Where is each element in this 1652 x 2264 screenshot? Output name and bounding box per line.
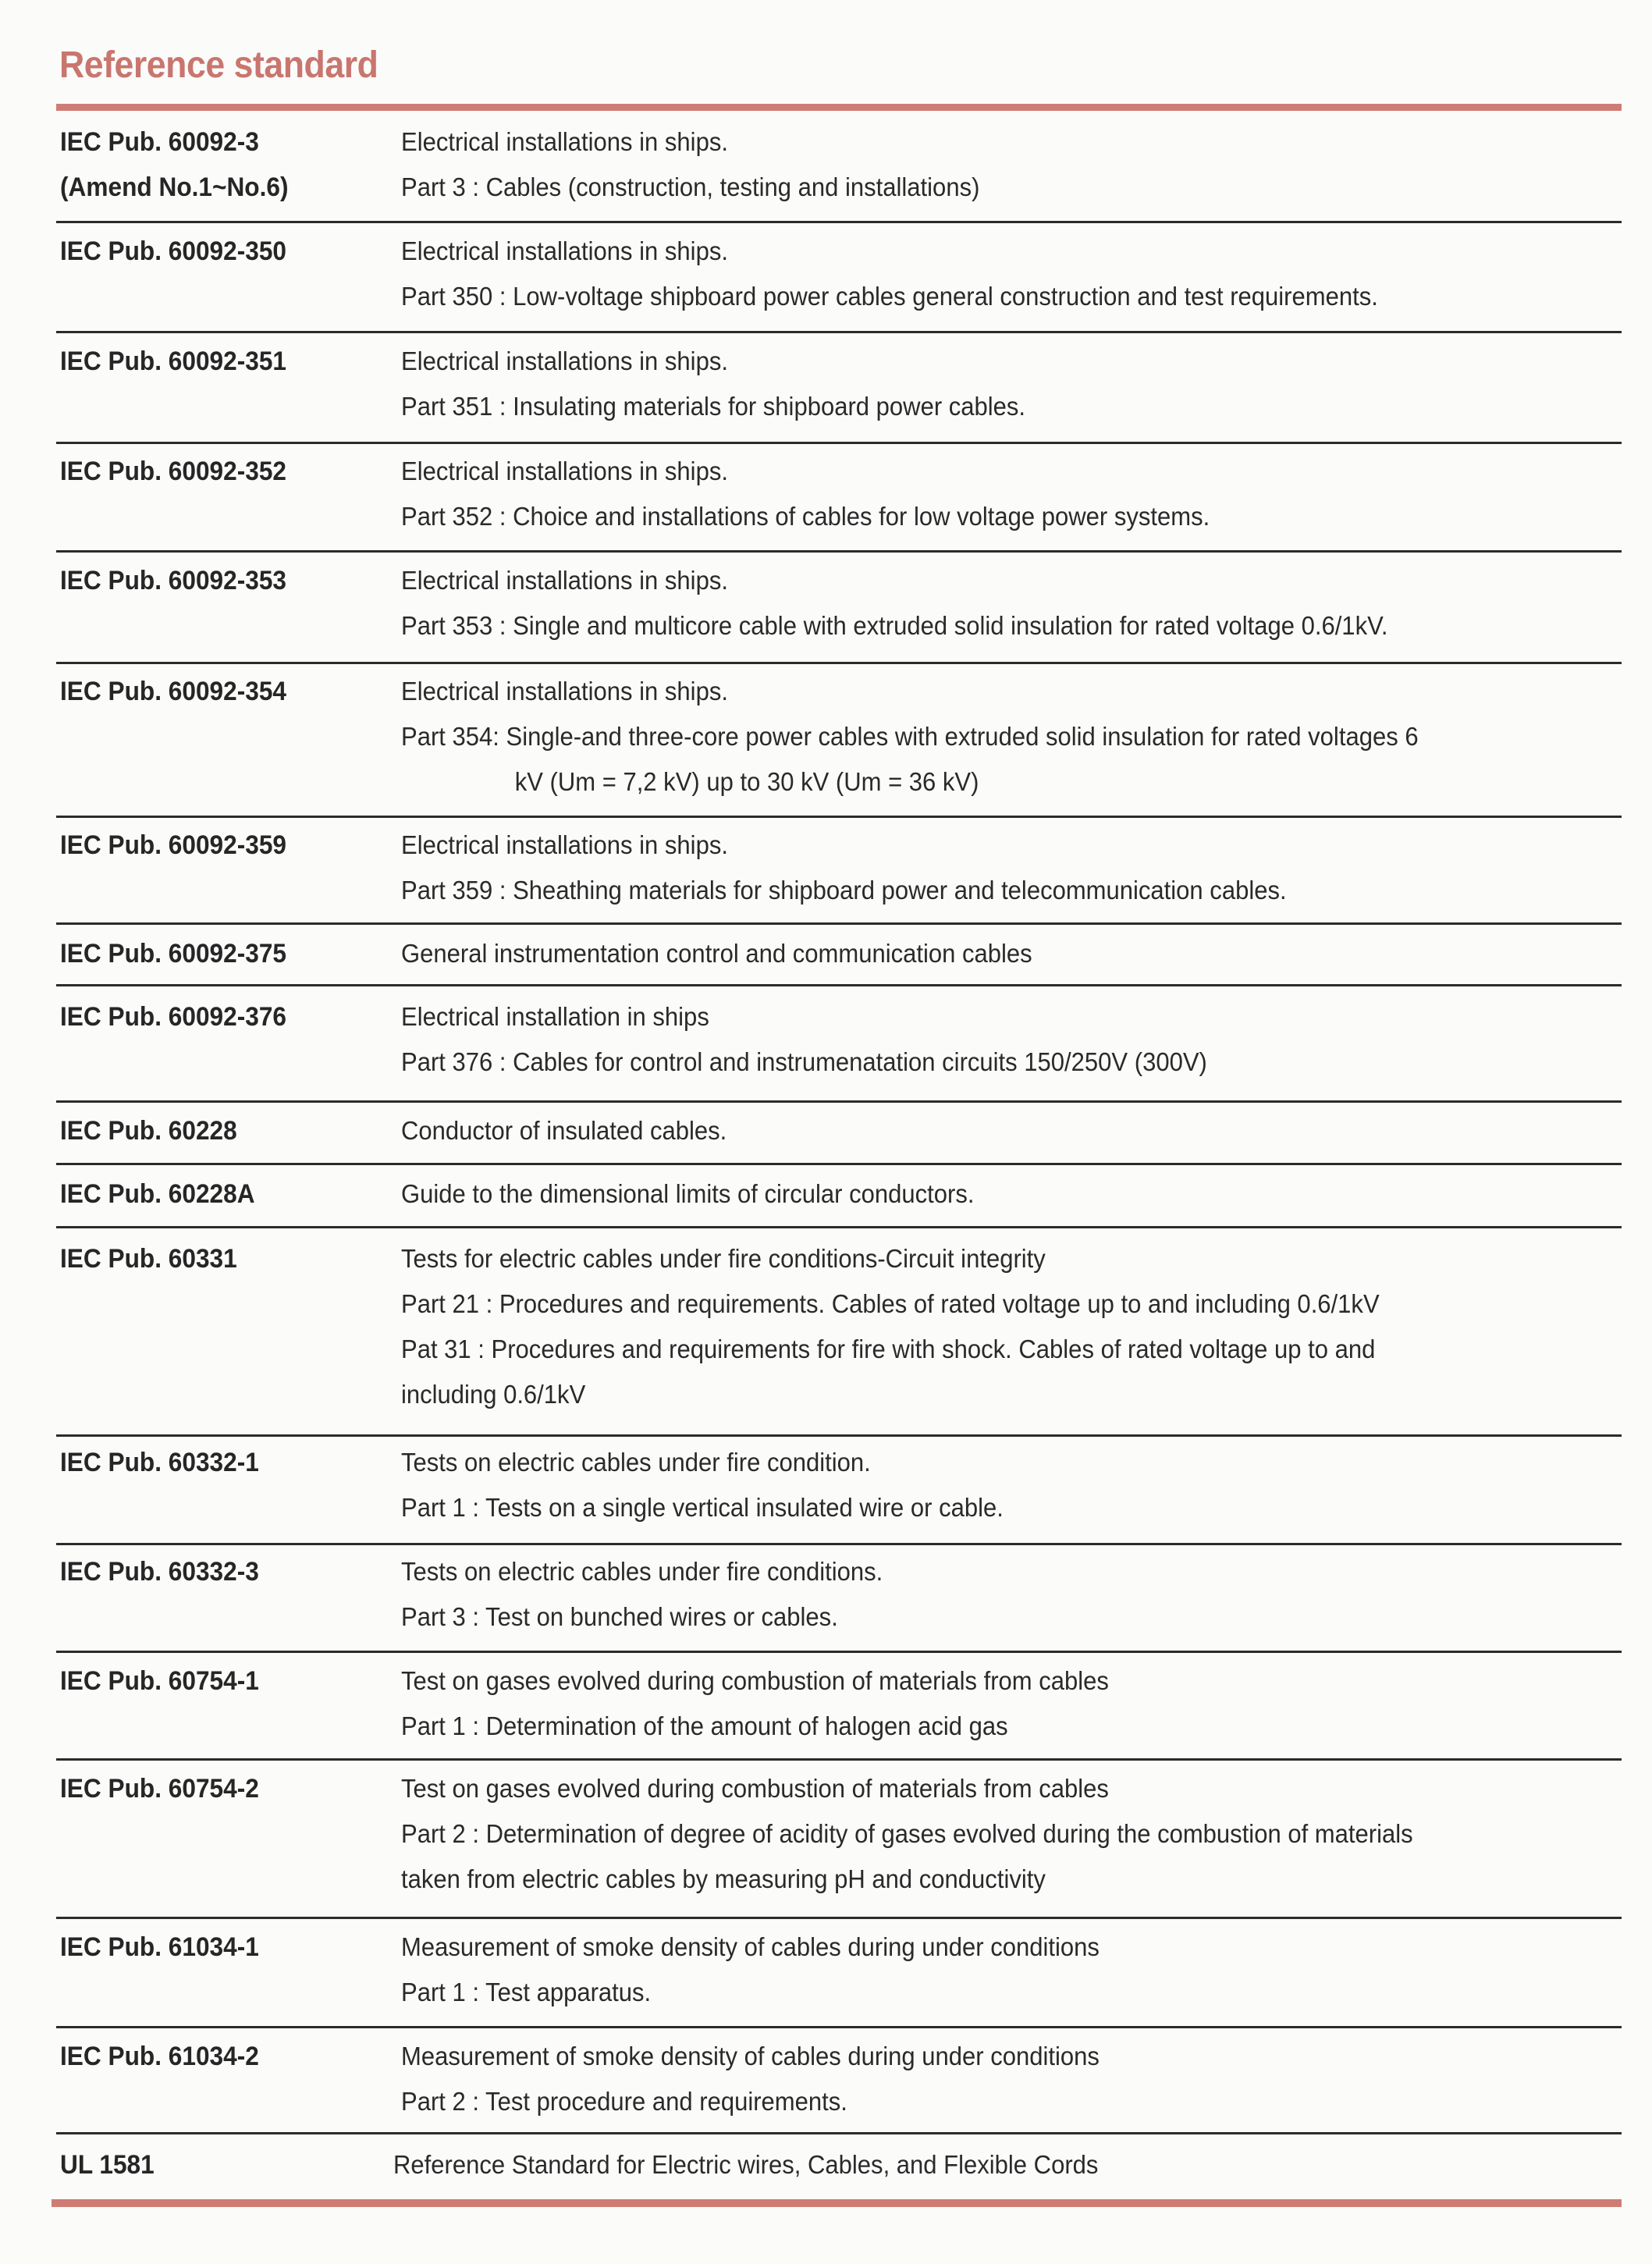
row-divider (56, 442, 1622, 444)
standard-description (401, 931, 1622, 976)
row-divider (56, 1758, 1622, 1761)
standard-code (60, 931, 286, 976)
description-line: Measurement of smoke density of cables during under conditions (401, 2042, 1100, 2070)
standard-code (60, 119, 289, 210)
description-line: Part 351 : Insulating materials for shipboard power cables. (401, 392, 1026, 421)
standard-description (401, 2034, 1622, 2124)
description-line: Part 2 : Test procedure and requirements. (401, 2087, 847, 2116)
standard-code (60, 994, 286, 1040)
description-line: Part 1 : Test apparatus. (401, 1978, 652, 2006)
standard-code (60, 1108, 237, 1153)
row-divider (56, 1100, 1622, 1103)
standard-code-line: (Amend No.1~No.6) (60, 172, 289, 202)
description-line: Electrical installations in ships. (401, 566, 728, 595)
row-divider (56, 2026, 1622, 2028)
row-divider (56, 922, 1622, 925)
description-line: Part 3 : Cables (construction, testing and installations) (401, 172, 980, 201)
standard-code-line: IEC Pub. 60332-1 (60, 1448, 259, 1477)
description-line: Electrical installations in ships. (401, 347, 728, 375)
standard-code-line: IEC Pub. 60228 (60, 1116, 237, 1146)
standard-description (401, 669, 1622, 805)
standard-code (60, 2142, 155, 2188)
standard-code-line: IEC Pub. 61034-2 (60, 2042, 259, 2071)
standard-description (401, 1440, 1622, 1530)
description-line: Part 3 : Test on bunched wires or cables. (401, 1602, 838, 1631)
footer-accent-rule (52, 2199, 1622, 2207)
standard-code-line: IEC Pub. 60092-351 (60, 347, 287, 376)
description-line: Electrical installations in ships. (401, 127, 728, 156)
standard-code (60, 823, 286, 868)
standard-description (401, 119, 1622, 210)
description-line: Electrical installations in ships. (401, 830, 728, 859)
standard-code-line: IEC Pub. 60092-3 (60, 127, 259, 157)
standard-code-line: IEC Pub. 60754-1 (60, 1666, 259, 1696)
row-divider (56, 2132, 1622, 2134)
row-divider (56, 331, 1622, 333)
standard-code (60, 1440, 259, 1485)
description-line: Part 359 : Sheathing materials for shipboard power and telecommunication cables. (401, 876, 1287, 905)
standard-code (60, 1171, 255, 1217)
row-divider (56, 1434, 1622, 1437)
standard-description (401, 1108, 1622, 1153)
standard-description (401, 1236, 1622, 1417)
standard-code (60, 1766, 259, 1811)
description-line: Electrical installations in ships. (401, 457, 728, 485)
description-line: Conductor of insulated cables. (401, 1116, 727, 1145)
standard-code-line: IEC Pub. 60092-375 (60, 939, 287, 969)
standard-code (60, 558, 286, 603)
description-line: Reference Standard for Electric wires, Cables, and Flexible Cords (393, 2150, 1099, 2179)
row-divider (56, 1163, 1622, 1165)
title-accent-rule (56, 104, 1622, 111)
standard-description (401, 558, 1622, 649)
row-divider (56, 1543, 1622, 1545)
row-divider (56, 1917, 1622, 1919)
standard-code-line: IEC Pub. 60754-2 (60, 1774, 259, 1804)
standard-code-line: IEC Pub. 60332-3 (60, 1557, 259, 1587)
description-line: Electrical installations in ships. (401, 677, 728, 706)
description-line: Part 354: Single-and three-core power cables with extruded solid insulation for rated voltages 6 (401, 722, 1419, 751)
description-line: Part 352 : Choice and installations of cables for low voltage power systems. (401, 502, 1210, 531)
description-line: Electrical installation in ships (401, 1002, 709, 1031)
row-divider (56, 984, 1622, 986)
standard-code (60, 2034, 259, 2079)
standard-code (60, 1925, 259, 1970)
description-line: Tests for electric cables under fire conditions-Circuit integrity (401, 1244, 1046, 1273)
standard-description (401, 339, 1622, 429)
description-line: Part 1 : Tests on a single vertical insulated wire or cable. (401, 1493, 1004, 1522)
row-divider (56, 662, 1622, 664)
description-line: Tests on electric cables under fire conditions. (401, 1557, 883, 1586)
description-line: Part 21 : Procedures and requirements. Cables of rated voltage up to and including 0.6/1kV (401, 1289, 1380, 1318)
standard-description (401, 449, 1622, 539)
description-line: Guide to the dimensional limits of circular conductors. (401, 1179, 975, 1208)
standard-code (60, 339, 286, 384)
standard-code (60, 229, 286, 274)
standard-code-line: IEC Pub. 60092-353 (60, 566, 287, 595)
standard-code-line: IEC Pub. 60092-350 (60, 236, 287, 266)
page-title: Reference standard (59, 44, 378, 86)
standard-code (60, 1658, 259, 1704)
description-line: General instrumentation control and communication cables (401, 939, 1032, 968)
standard-code-line: IEC Pub. 60092-359 (60, 830, 287, 860)
standard-code (60, 1549, 259, 1594)
description-line: Part 376 : Cables for control and instrumenatation circuits 150/250V (300V) (401, 1047, 1207, 1076)
description-line: kV (Um = 7,2 kV) up to 30 kV (Um = 36 kV) (514, 767, 979, 796)
description-line: taken from electric cables by measuring pH and conductivity (401, 1864, 1046, 1893)
description-line: Test on gases evolved during combustion of materials from cables (401, 1774, 1109, 1803)
description-line: Part 2 : Determination of degree of acidity of gases evolved during the combustion of materials (401, 1819, 1413, 1848)
standard-code-line: IEC Pub. 60092-376 (60, 1002, 287, 1032)
description-line: Pat 31 : Procedures and requirements for fire with shock. Cables of rated voltage up to and (401, 1335, 1376, 1363)
description-line: Measurement of smoke density of cables during under conditions (401, 1932, 1100, 1961)
standard-description (401, 1171, 1622, 1217)
row-divider (56, 816, 1622, 818)
standard-description (401, 1925, 1622, 2015)
row-divider (56, 550, 1622, 553)
description-line: Electrical installations in ships. (401, 236, 728, 265)
standard-code-line: IEC Pub. 60092-352 (60, 457, 287, 486)
standard-description (401, 1766, 1622, 1902)
standard-code-line: IEC Pub. 60331 (60, 1244, 237, 1274)
standard-description (401, 1658, 1622, 1749)
row-divider (56, 1651, 1622, 1653)
standard-code-line: UL 1581 (60, 2150, 155, 2180)
standard-description (401, 1549, 1622, 1640)
description-line: Part 350 : Low-voltage shipboard power cables general construction and test requirements. (401, 282, 1378, 311)
standard-description (393, 2142, 1622, 2188)
standard-code-line: IEC Pub. 60092-354 (60, 677, 287, 706)
standard-code-line: IEC Pub. 61034-1 (60, 1932, 259, 1962)
row-divider (56, 1226, 1622, 1228)
description-line: including 0.6/1kV (401, 1380, 586, 1409)
standard-code (60, 1236, 237, 1281)
standard-code (60, 449, 286, 494)
row-divider (56, 221, 1622, 223)
description-line: Part 353 : Single and multicore cable with extruded solid insulation for rated voltage 0.6/1kV. (401, 611, 1388, 640)
standard-code-line: IEC Pub. 60228A (60, 1179, 255, 1209)
standard-description (401, 229, 1622, 319)
standard-description (401, 823, 1622, 913)
description-line: Tests on electric cables under fire condition. (401, 1448, 871, 1477)
standard-code (60, 669, 286, 714)
description-line: Test on gases evolved during combustion of materials from cables (401, 1666, 1109, 1695)
description-line: Part 1 : Determination of the amount of halogen acid gas (401, 1711, 1008, 1740)
standard-description (401, 994, 1622, 1085)
